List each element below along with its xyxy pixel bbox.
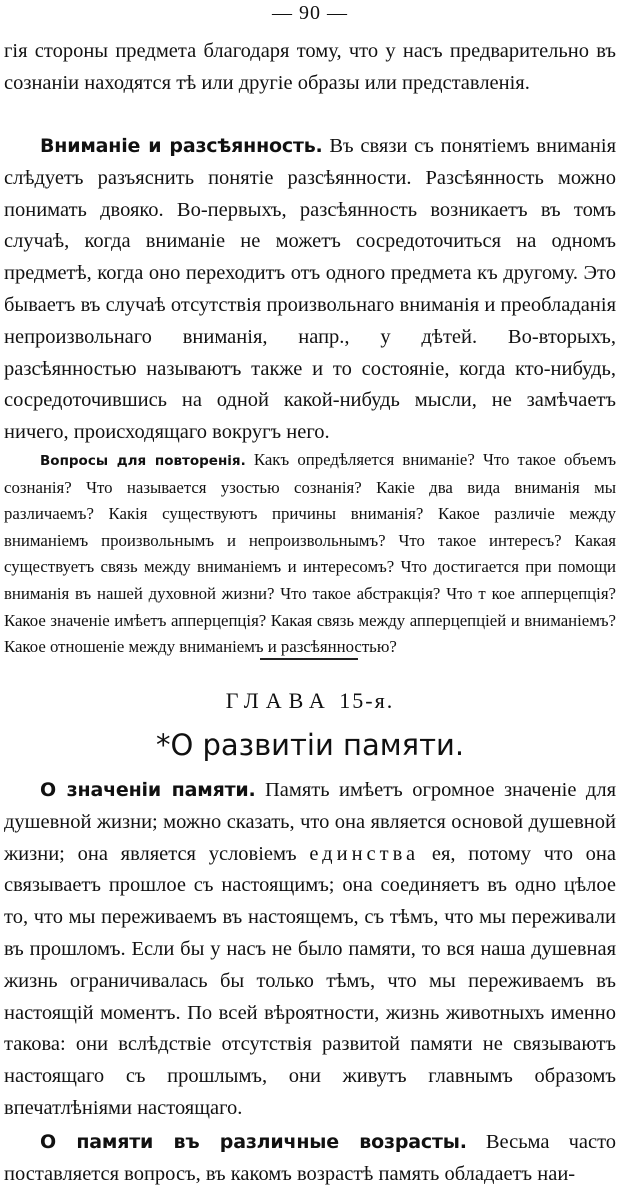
continued-paragraph [4,36,616,100]
memory-spaced-word: единства [309,842,420,865]
continued-paragraph-text: гія стороны предмета благодаря тому, что у насъ предварительно въ сознаніи находятся тѣ или другіе образы или представленія. [4,40,616,94]
memory-text-before: Память имѣетъ огромное значеніе для душевной жизни; можно сказать, что она является основой душевной жизни; она является условіемъ [4,779,617,865]
memory-heading: О значеніи памяти. [40,779,256,801]
memory-paragraph [4,775,616,1125]
chapter-number [0,688,620,714]
review-questions-text: Какъ опредѣляется вниманіе? Что такое объемъ сознанія? Что называется узостью сознанія? Какіе два вида вниманія мы различаемъ? Какія существуютъ причины вниманія? Какое различіе между вниманіемъ произвольнымъ и непроизвольнымъ? Что такое интересъ? Какая существуетъ связь между вниманіемъ и интересомъ? Что достигается при помощи вниманія въ нашей духовной жизни? Что такое абстракція? Что т кое апперцепція? Какое значеніе имѣетъ апперцепція? Какая связь между апперцепціей и вниманіемъ? Какое отношеніе между вниманіемъ и разсѣянностью? [4,450,616,657]
page-number: — 90 — [272,2,348,24]
attention-text: Въ связи съ понятіемъ вниманія слѣдуетъ разъяснить понятіе разсѣянности. Разсѣянность можно понимать двояко. Во-первыхъ, разсѣянность возникаетъ въ томъ случаѣ, когда вниманіе не можетъ сосредоточиться на одномъ предметѣ, когда оно переходитъ отъ одного предмета къ другому. Это бываетъ въ случаѣ отсутствія произвольнаго вниманія и преобладанія непроизвольнаго вниманія, напр., у дѣтей. Во-вторыхъ, разсѣянностью называютъ также и то состояніе, когда кто-нибудь, сосредоточившись на одной какой-нибудь мысли, не замѣчаетъ ничего, происходящаго вокругъ него. [4,135,617,444]
ages-heading: О памяти въ различные возрасты. [40,1131,467,1153]
ages-paragraph [4,1127,616,1191]
memory-text-after: ея, потому что она связываетъ прошлое съ настоящимъ; она соединяетъ въ одно цѣлое то, что мы переживаемъ въ настоящемъ, съ тѣмъ, что мы переживали въ прошломъ. Если бы у насъ не было памяти, то вся наша душевная жизнь ограничивалась бы только тѣмъ, что мы переживаемъ въ настоящій моментъ. По всей вѣроятности, жизнь животныхъ именно такова: они вслѣдствіе отсутствія развитой памяти не связываютъ настоящаго съ прошлымъ, они живутъ главнымъ образомъ впечатлѣніями настоящаго. [4,842,616,1119]
chapter-title: *О развитіи памяти. [155,728,465,762]
section-divider [260,658,358,660]
review-questions-heading: Вопросы для повторенія. [40,453,246,469]
chapter-label: ГЛАВА [225,688,332,713]
ages-text: Весьма часто поставляется вопросъ, въ какомъ возрастѣ память обладаетъ наи- [4,1131,617,1185]
attention-paragraph [4,131,616,449]
review-questions [4,447,616,661]
chapter-ordinal: 15-я. [339,688,395,713]
attention-heading: Вниманіе и разсѣянность. [40,135,323,157]
